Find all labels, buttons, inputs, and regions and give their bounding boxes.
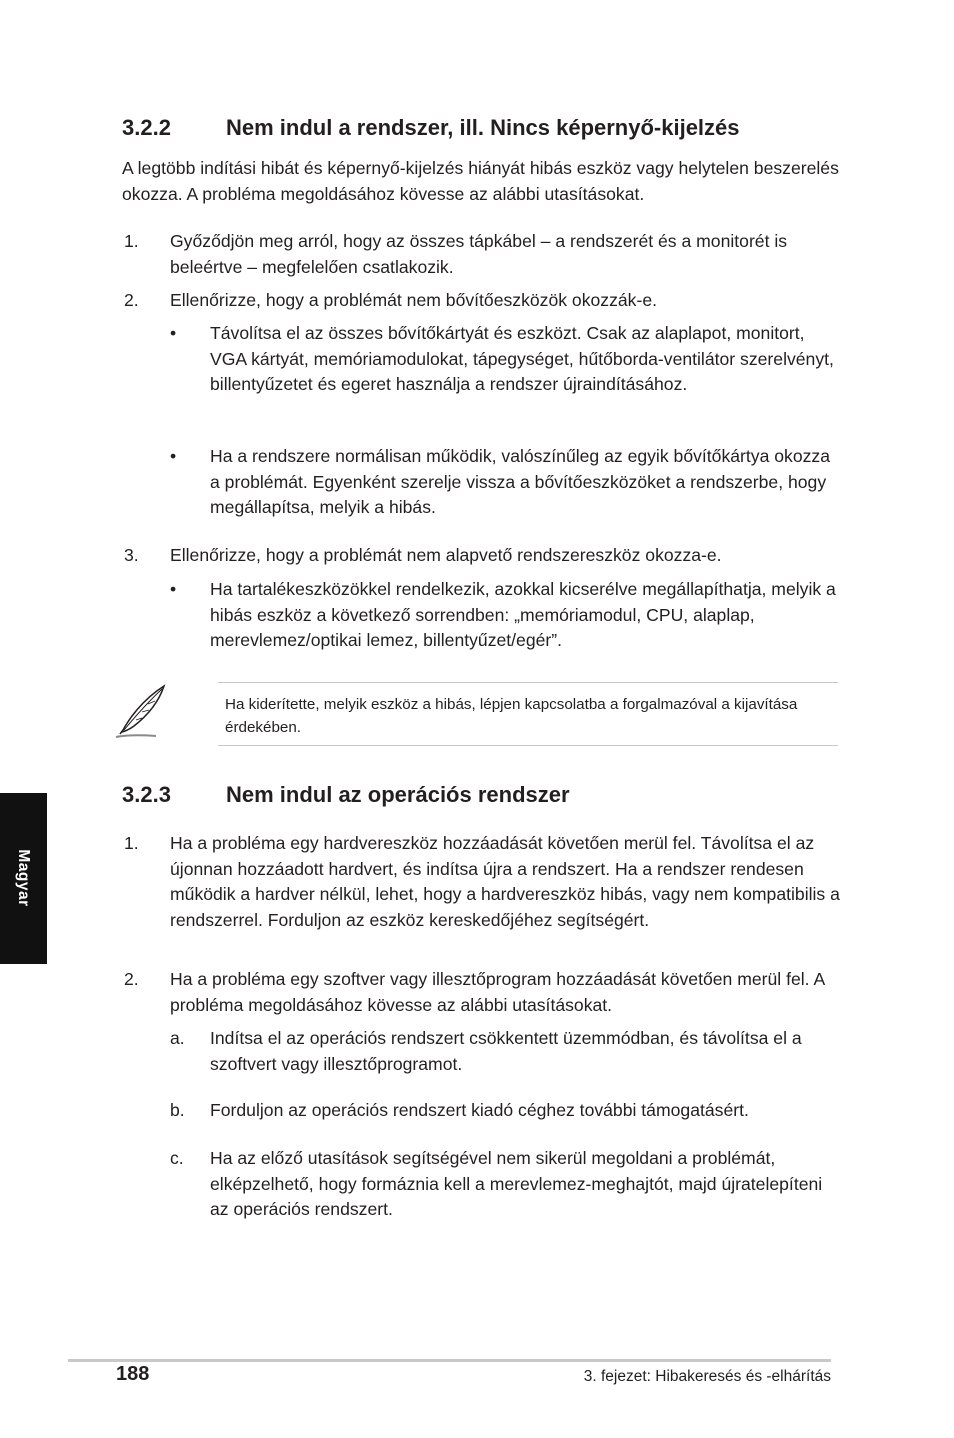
bullet-marker: • — [170, 446, 177, 466]
bullet-marker: • — [170, 323, 177, 343]
bullet-text: Távolítsa el az összes bővítőkártyát és eszközt. Csak az alaplapot, monitort, VGA kártyát, memóriamodulokat, tápegységet, hűtőborda-ventilátor szerelvényt, billentyűzetet és egeret használja a rendszer újraindításához. — [210, 323, 834, 394]
feather-pen-icon — [112, 680, 174, 740]
list-item-text: Ha a probléma egy szoftver vagy illesztőprogram hozzáadását követően merül fel. A probléma megoldásához kövesse az alábbi utasításokat. — [170, 969, 825, 1015]
section-title: Nem indul az operációs rendszer — [226, 782, 570, 807]
bullet-text: Ha a rendszere normálisan működik, valószínűleg az egyik bővítőkártya okozza a problémát. Egyenként szerelje vissza a bővítőeszközöket a rendszerbe, hogy megállapítsa, melyik a hibás. — [210, 446, 830, 517]
lettered-item-text: Forduljon az operációs rendszert kiadó céghez további támogatásért. — [210, 1100, 749, 1120]
letter-marker: a. — [170, 1028, 185, 1048]
note-box — [218, 682, 838, 746]
list-marker: 2. — [124, 290, 139, 310]
list-item-text: Ha a probléma egy hardvereszköz hozzáadását követően merül fel. Távolítsa el az újonnan hozzáadott hardvert, és indítsa újra a rendszert. Ha a rendszer rendesen működik a hardver nélkül, lehet, hogy a hardvereszköz hibás, vagy nem kompatibilis a rendszerrel. Forduljon az eszköz kereskedőjéhez segítségért. — [170, 833, 840, 930]
language-side-tab — [0, 793, 47, 964]
lettered-item-text: Ha az előző utasítások segítségével nem sikerül megoldani a problémát, elképzelhető, hogy formáznia kell a merevlemez-meghajtót, majd újratelepíteni az operációs rendszert. — [210, 1148, 823, 1219]
lettered-item-text: Indítsa el az operációs rendszert csökkentett üzemmódban, és távolítsa el a szoftvert vagy illesztőprogramot. — [210, 1028, 802, 1074]
list-item-text: Győződjön meg arról, hogy az összes tápkábel – a rendszerét és a monitorét is beleértve – megfelelően csatlakozik. — [170, 231, 788, 277]
language-label: Magyar — [14, 849, 32, 907]
list-item-text: Ellenőrizze, hogy a problémát nem alapvető rendszereszköz okozza-e. — [170, 545, 722, 565]
section-title: Nem indul a rendszer, ill. Nincs képernyő-kijelzés — [226, 115, 740, 140]
letter-marker: b. — [170, 1100, 185, 1120]
letter-marker: c. — [170, 1148, 184, 1168]
note-text: Ha kiderítette, melyik eszköz a hibás, lépjen kapcsolatba a forgalmazóval a kijavítása érdekében. — [225, 696, 798, 736]
list-marker: 1. — [124, 833, 139, 853]
section-number: 3.2.2 — [122, 115, 171, 140]
section-number: 3.2.3 — [122, 782, 171, 807]
footer-rule — [68, 1359, 831, 1362]
list-marker: 2. — [124, 969, 139, 989]
section-intro: A legtöbb indítási hibát és képernyő-kijelzés hiányát hibás eszköz vagy helytelen beszerelés okozza. A probléma megoldásához kövesse az alábbi utasításokat. — [122, 158, 839, 204]
list-marker: 1. — [124, 231, 139, 251]
bullet-marker: • — [170, 579, 177, 599]
bullet-text: Ha tartalékeszközökkel rendelkezik, azokkal kicserélve megállapíthatja, melyik a hibás eszköz a következő sorrendben: „memóriamodul, CPU, alaplap, merevlemez/optikai lemez, billentyűzet/egér”. — [210, 579, 836, 650]
page-number: 188 — [116, 1363, 150, 1385]
chapter-title: 3. fejezet: Hibakeresés és -elhárítás — [583, 1368, 831, 1385]
list-item-text: Ellenőrizze, hogy a problémát nem bővítőeszközök okozzák-e. — [170, 290, 658, 310]
list-marker: 3. — [124, 545, 139, 565]
